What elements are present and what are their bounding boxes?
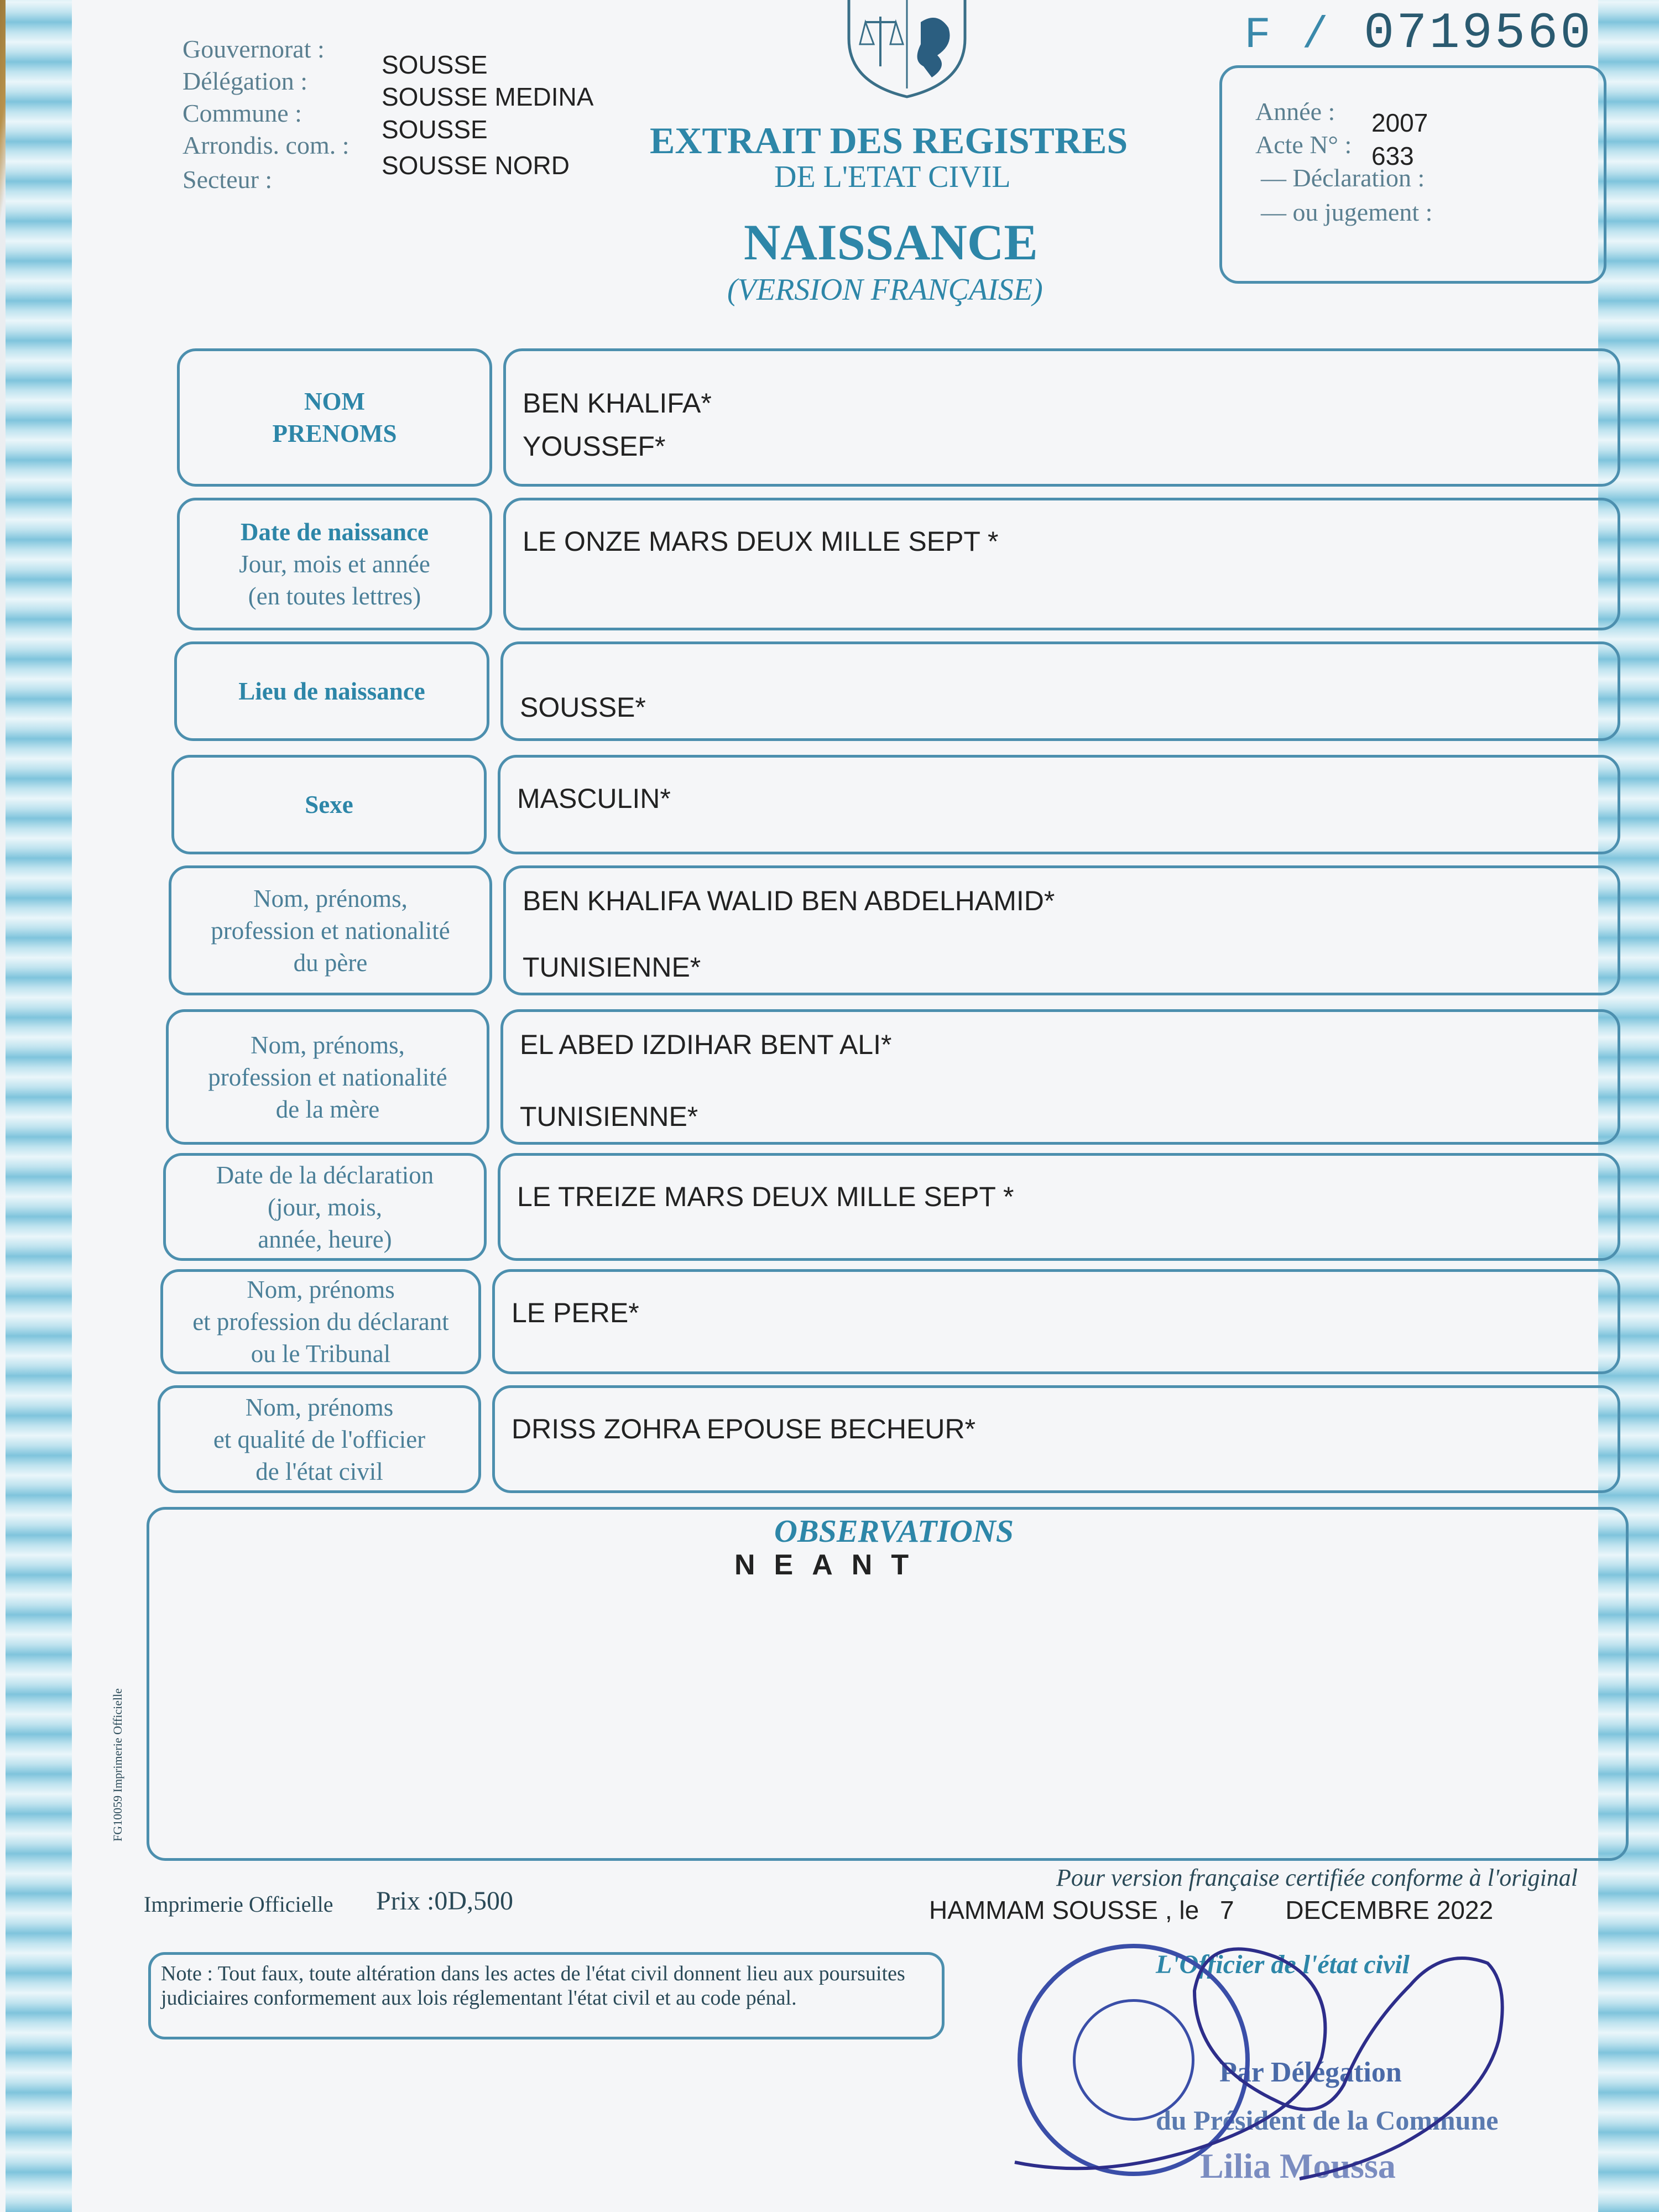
- acte-box: [1219, 65, 1606, 284]
- value-secteur: SOUSSE NORD: [382, 151, 570, 180]
- label-declaration: — Déclaration :: [1261, 164, 1425, 192]
- title-extrait: EXTRAIT DES REGISTRES: [650, 119, 1128, 161]
- row-nom-prenoms-label-cell: [177, 348, 492, 487]
- row-date-declaration-label-cell: [163, 1153, 487, 1261]
- row-declarant-label-cell: [160, 1269, 481, 1374]
- label-jugement: — ou jugement :: [1261, 198, 1433, 226]
- row-officier-label-cell: [158, 1385, 481, 1493]
- row-mere-label-cell: [166, 1009, 489, 1145]
- imprimerie-label: Imprimerie Officielle: [144, 1892, 333, 1917]
- row-date-declaration-value-cell: [498, 1153, 1620, 1261]
- row-label-text: Jour, mois et année: [239, 550, 430, 578]
- row-sexe-label-cell: [171, 755, 487, 854]
- row-label-text: de la mère: [275, 1095, 380, 1123]
- certification-text: Pour version française certifiée conforme à l'original: [1056, 1864, 1578, 1891]
- president-commune: du Président de la Commune: [1156, 2105, 1499, 2136]
- row-value-text: MASCULIN*: [517, 783, 671, 814]
- title-etat-civil: DE L'ETAT CIVIL: [774, 160, 1011, 194]
- row-label-text: et profession du déclarant: [192, 1308, 449, 1335]
- row-value-text: YOUSSEF*: [523, 431, 666, 462]
- row-pere-value-cell: [503, 865, 1620, 995]
- row-label-text: profession et nationalité: [211, 916, 450, 945]
- row-lieu-naissance-label-cell: [174, 641, 489, 741]
- row-value-text: TUNISIENNE*: [523, 952, 701, 983]
- row-sexe-value-cell: [498, 755, 1620, 854]
- title-version: (VERSION FRANÇAISE): [727, 273, 1043, 307]
- title-naissance: NAISSANCE: [744, 214, 1038, 270]
- row-date-naissance-label-cell: [177, 498, 492, 630]
- label-delegation: Délégation :: [182, 67, 308, 95]
- row-lieu-naissance-value-cell: [500, 641, 1620, 741]
- row-value-text: BEN KHALIFA WALID BEN ABDELHAMID*: [523, 885, 1055, 916]
- row-label-text: (en toutes lettres): [248, 582, 421, 610]
- row-label-text: PRENOMS: [272, 420, 397, 447]
- label-gouvernorat: Gouvernorat :: [182, 35, 325, 63]
- row-label-text: profession et nationalité: [208, 1063, 447, 1091]
- row-label-text: Nom, prénoms: [245, 1393, 394, 1421]
- place-date: HAMMAM SOUSSE , le 7 DECEMBRE 2022: [929, 1896, 1494, 1924]
- label-arrondissement: Arrondis. com. :: [182, 131, 349, 159]
- row-declarant-value-cell: [492, 1269, 1620, 1374]
- row-label-text: Sexe: [305, 791, 353, 818]
- observations-value: NEANT: [734, 1549, 928, 1581]
- label-commune: Commune :: [182, 99, 302, 127]
- row-label-text: Date de la déclaration: [216, 1161, 434, 1189]
- value-delegation: SOUSSE MEDINA: [382, 82, 594, 111]
- row-nom-prenoms-value-cell: [503, 348, 1620, 487]
- row-label-text: Nom, prénoms,: [253, 884, 408, 912]
- row-value-text: TUNISIENNE*: [520, 1101, 698, 1132]
- row-officier-value-cell: [492, 1385, 1620, 1493]
- side-print-code: FG10059 Imprimerie Officielle: [111, 1688, 124, 1841]
- row-mere-value-cell: [500, 1009, 1620, 1145]
- serial-number: F / 0719560: [1244, 4, 1593, 62]
- row-label-text: Nom, prénoms: [247, 1276, 395, 1303]
- label-annee: Année :: [1255, 97, 1335, 126]
- prix-label: Prix :0D,500: [376, 1886, 514, 1916]
- row-value-text: EL ABED IZDIHAR BENT ALI*: [520, 1029, 892, 1060]
- row-label-text: et qualité de l'officier: [213, 1425, 426, 1453]
- row-label-text: de l'état civil: [255, 1457, 383, 1485]
- row-pere-label-cell: [169, 865, 492, 995]
- row-label-text: Date de naissance: [241, 518, 429, 546]
- document-sheet: [6, 0, 1659, 2212]
- value-annee: 2007: [1371, 108, 1428, 137]
- row-value-text: LE TREIZE MARS DEUX MILLE SEPT *: [517, 1181, 1014, 1212]
- coat-of-arms-emblem: [843, 0, 971, 100]
- row-date-naissance-value-cell: [503, 498, 1620, 630]
- row-value-text: LE ONZE MARS DEUX MILLE SEPT *: [523, 526, 999, 557]
- officer-title: L'Officier de l'état civil: [1156, 1950, 1410, 1979]
- observations-title: OBSERVATIONS: [774, 1513, 1014, 1549]
- value-gouvernorat: SOUSSE: [382, 50, 488, 79]
- row-label-text: ou le Tribunal: [251, 1340, 391, 1368]
- row-value-text: BEN KHALIFA*: [523, 388, 712, 419]
- label-secteur: Secteur :: [182, 165, 273, 194]
- row-value-text: DRISS ZOHRA EPOUSE BECHEUR*: [512, 1413, 976, 1444]
- par-delegation: Par Délégation: [1219, 2057, 1402, 2088]
- row-label-text: du père: [293, 948, 368, 977]
- row-label-text: Nom, prénoms,: [251, 1031, 405, 1059]
- handwritten-signature: [1012, 1919, 1565, 2184]
- officer-name: Lilia Moussa: [1200, 2146, 1396, 2185]
- row-label-text: Lieu de naissance: [238, 677, 425, 705]
- value-commune-arrondissement: SOUSSE: [382, 115, 488, 144]
- row-value-text: SOUSSE*: [520, 692, 646, 723]
- label-acte: Acte N° :: [1255, 131, 1352, 159]
- row-label-text: année, heure): [258, 1225, 392, 1253]
- row-label-text: (jour, mois,: [268, 1193, 382, 1221]
- row-label-text: NOM: [304, 388, 365, 415]
- row-value-text: LE PERE*: [512, 1297, 639, 1328]
- value-acte: 633: [1371, 142, 1414, 170]
- legal-note: Note : Tout faux, toute altération dans les actes de l'état civil donnent lieu aux poursuites judiciaires conformement aux lois réglementant l'état civil et au code pénal.: [148, 1952, 945, 2039]
